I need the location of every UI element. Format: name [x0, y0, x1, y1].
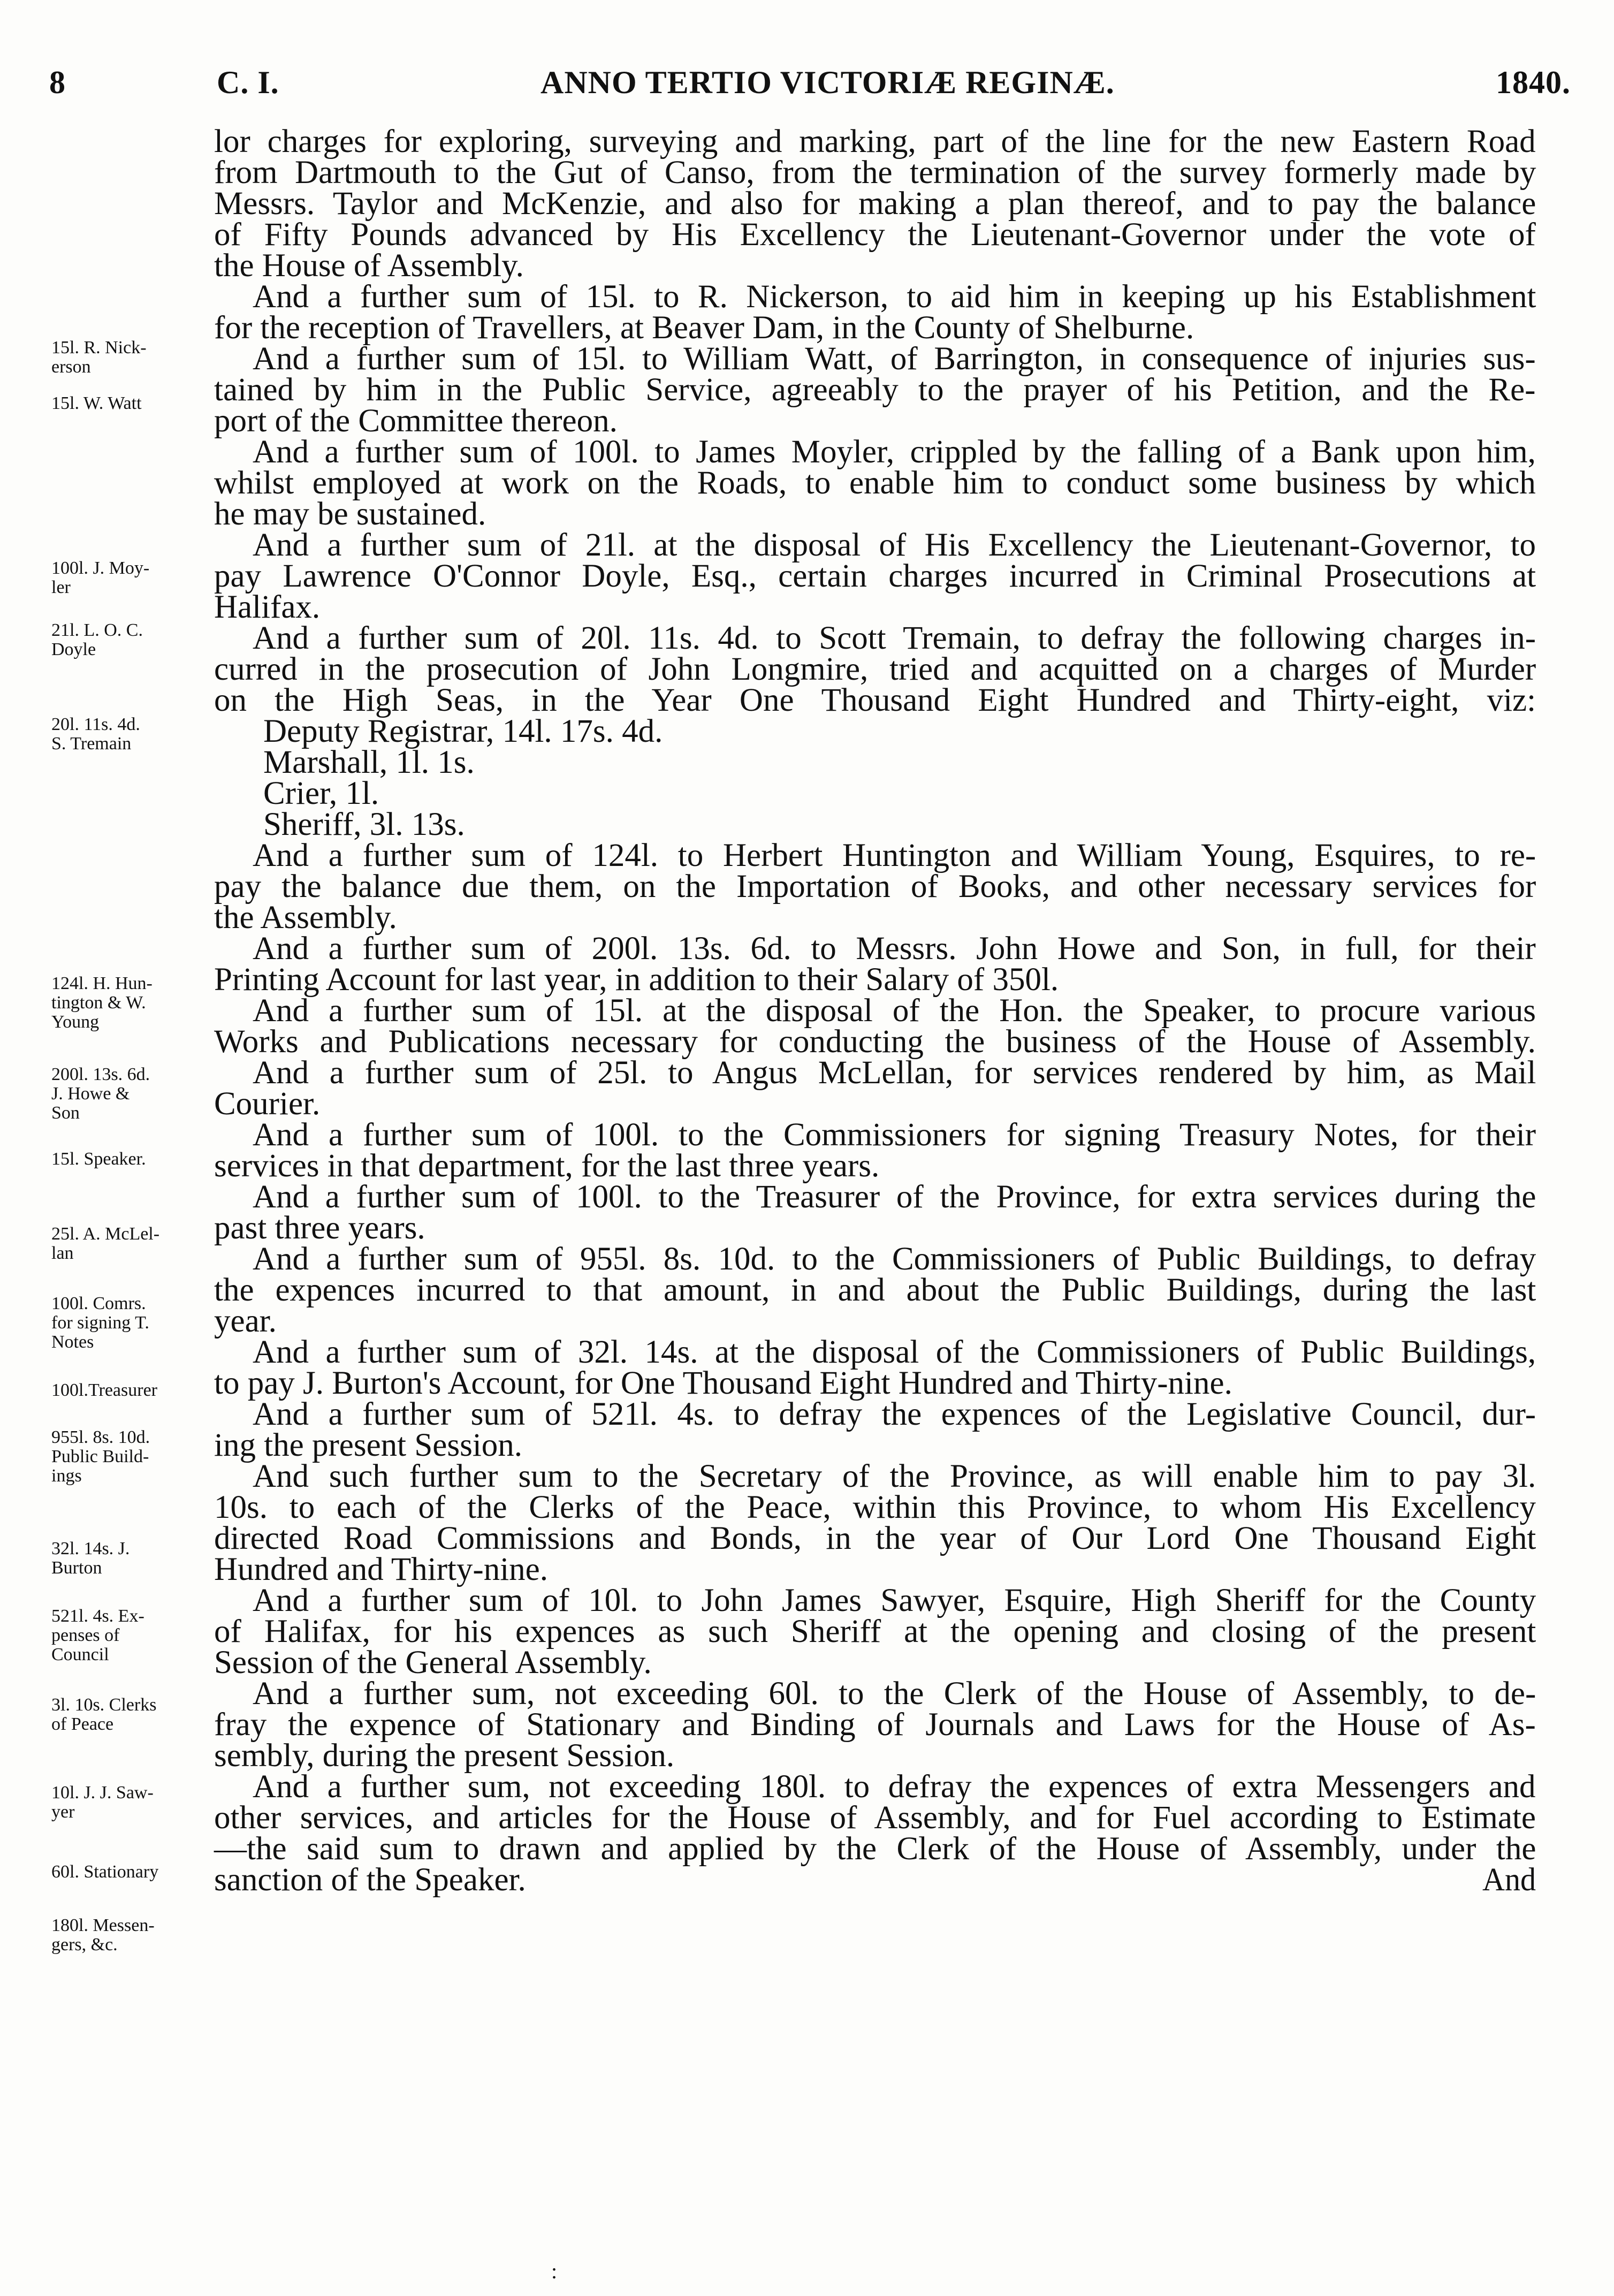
margin-note: Son — [51, 1103, 80, 1123]
text-line-content: Crier, 1l. — [263, 776, 379, 811]
text-line-content: past three years. — [214, 1210, 425, 1246]
text-line-content: year. — [214, 1303, 277, 1339]
text-line-content: Messrs. Taylor and McKenzie, and also for making a plan thereof, and to pay the balance — [214, 186, 1536, 222]
text-line-content: And a further sum of 25l. to Angus McLellan, for services rendered by him, as Mail — [253, 1055, 1536, 1091]
margin-note: 20l. 11s. 4d. — [51, 714, 140, 734]
margin-note: 200l. 13s. 6d. — [51, 1065, 150, 1084]
text-line-content: lor charges for exploring, surveying and marking, part of the line for the new Eastern Road — [214, 124, 1536, 159]
text-line-content: 10s. to each of the Clerks of the Peace, within this Province, to whom His Excellency — [214, 1489, 1536, 1525]
text-line-content: pay the balance due them, on the Importation of Books, and other necessary services for — [214, 869, 1536, 904]
text-line-content: And a further sum of 200l. 13s. 6d. to Messrs. John Howe and Son, in full, for their — [253, 931, 1536, 967]
margin-note: J. Howe & — [51, 1084, 130, 1104]
margin-note: 25l. A. McLel- — [51, 1224, 160, 1244]
text-line-content: And a further sum, not exceeding 60l. to the Clerk of the House of Assembly, to de- — [253, 1676, 1536, 1712]
text-line-content: ing the present Session. — [214, 1427, 523, 1463]
text-line-content: And a further sum of 15l. to William Watt, of Barrington, in consequence of injuries sus- — [253, 341, 1536, 377]
text-line-content: Marshall, 1l. 1s. — [263, 744, 475, 780]
margin-note: 60l. Stationary — [51, 1862, 159, 1882]
margin-note: yer — [51, 1802, 75, 1822]
text-line-content: of Fifty Pounds advanced by His Excellency the Lieutenant-Governor under the vote of — [214, 217, 1536, 253]
text-line-content: Session of the General Assembly. — [214, 1645, 652, 1681]
margin-note: Young — [51, 1012, 100, 1032]
margin-note: Council — [51, 1645, 109, 1664]
margin-note: gers, &c. — [51, 1935, 118, 1955]
margin-note: 180l. Messen- — [51, 1915, 155, 1935]
margin-note: 32l. 14s. J. — [51, 1539, 130, 1558]
chapter-label: C. I. — [217, 65, 279, 100]
page-number: 8 — [49, 65, 66, 100]
margin-note: for signing T. — [51, 1313, 149, 1333]
margin-note: 10l. J. J. Saw- — [51, 1783, 154, 1803]
margin-note: Burton — [51, 1558, 102, 1578]
text-line-content: Deputy Registrar, 14l. 17s. 4d. — [263, 713, 663, 749]
margin-note: erson — [51, 357, 91, 377]
text-line-content: Halifax. — [214, 589, 321, 625]
text-line-content: Printing Account for last year, in addition to their Salary of 350l. — [214, 962, 1059, 998]
text-line-content: port of the Committee thereon. — [214, 403, 618, 439]
margin-note: ler — [51, 577, 71, 597]
margin-note: ings — [51, 1466, 82, 1486]
margin-note: tington & W. — [51, 993, 146, 1013]
text-line-content: services in that department, for the last three years. — [214, 1148, 880, 1184]
text-line-content: And a further sum of 100l. to the Commissioners for signing Treasury Notes, for their — [253, 1117, 1536, 1153]
margin-note: Doyle — [51, 640, 96, 659]
text-line-content: And a further sum of 100l. to the Treasurer of the Province, for extra services during the — [253, 1179, 1536, 1215]
footer-mark: : — [551, 2259, 558, 2283]
text-line-content: whilst employed at work on the Roads, to enable him to conduct some business by which — [214, 465, 1536, 501]
text-line-content: on the High Seas, in the Year One Thousand Eight Hundred and Thirty-eight, viz: — [214, 682, 1536, 718]
margin-note: of Peace — [51, 1714, 114, 1734]
text-line-content: And a further sum of 955l. 8s. 10d. to the Commissioners of Public Buildings, to defray — [253, 1241, 1536, 1277]
text-line-content: Hundred and Thirty-nine. — [214, 1552, 548, 1587]
margin-note: Public Build- — [51, 1447, 149, 1466]
text-line-content: curred in the prosecution of John Longmire, tried and acquitted on a charges of Murder — [214, 651, 1536, 687]
text-line-content: to pay J. Burton's Account, for One Thousand Eight Hundred and Thirty-nine. — [214, 1365, 1232, 1401]
running-title: ANNO TERTIO VICTORIÆ REGINÆ. — [540, 65, 1115, 100]
text-line-content: And a further sum of 521l. 4s. to defray the expences of the Legislative Council, dur- — [253, 1396, 1536, 1432]
text-line-content: directed Road Commissions and Bonds, in the year of Our Lord One Thousand Eight — [214, 1520, 1536, 1556]
text-line-content: the Assembly. — [214, 900, 397, 936]
margin-note: 21l. L. O. C. — [51, 620, 143, 640]
margin-note: S. Tremain — [51, 734, 132, 754]
text-line-content: he may be sustained. — [214, 496, 486, 532]
margin-note: 100l. Comrs. — [51, 1294, 146, 1313]
margin-note: 3l. 10s. Clerks — [51, 1695, 157, 1715]
text-line-content: And a further sum of 10l. to John James Sawyer, Esquire, High Sheriff for the County — [253, 1583, 1536, 1618]
text-line-content: the House of Assembly. — [214, 248, 524, 284]
margin-note: 100l.Treasurer — [51, 1380, 157, 1400]
margin-note: 955l. 8s. 10d. — [51, 1427, 150, 1447]
text-line-content: —the said sum to drawn and applied by the Clerk of the House of Assembly, under the — [214, 1831, 1536, 1867]
text-line-content: Sheriff, 3l. 13s. — [263, 807, 465, 842]
text-line-content: And a further sum of 100l. to James Moyler, crippled by the falling of a Bank upon him, — [253, 434, 1536, 470]
text-line-content: And a further sum, not exceeding 180l. to defray the expences of extra Messengers and — [253, 1769, 1536, 1805]
text-line-content: the expences incurred to that amount, in and about the Public Buildings, during the last — [214, 1272, 1536, 1308]
margin-note: 15l. W. Watt — [51, 393, 142, 413]
text-line-content: sembly, during the present Session. — [214, 1738, 675, 1774]
text-line-content: And such further sum to the Secretary of the Province, as will enable him to pay 3l. — [253, 1458, 1536, 1494]
margin-note: lan — [51, 1243, 74, 1263]
text-line-content: tained by him in the Public Service, agreeably to the prayer of his Petition, and the Re- — [214, 372, 1536, 408]
margin-note: 100l. J. Moy- — [51, 558, 150, 578]
margin-note: 15l. R. Nick- — [51, 338, 147, 358]
margin-note: 15l. Speaker. — [51, 1149, 146, 1169]
margin-note: 521l. 4s. Ex- — [51, 1606, 144, 1626]
text-line-content: sanction of the Speaker. — [214, 1862, 526, 1898]
catchword: And — [1482, 1862, 1536, 1898]
margin-note: penses of — [51, 1625, 120, 1645]
text-line-content: And a further sum of 15l. to R. Nickerson, to aid him in keeping up his Establishment — [253, 279, 1536, 315]
text-line-content: fray the expence of Stationary and Binding of Journals and Laws for the House of As- — [214, 1707, 1536, 1743]
text-line-content: And a further sum of 21l. at the disposal of His Excellency the Lieutenant-Governor, to — [253, 527, 1536, 563]
text-line-content: And a further sum of 15l. at the disposal of the Hon. the Speaker, to procure various — [253, 993, 1536, 1029]
text-line-content: And a further sum of 32l. 14s. at the disposal of the Commissioners of Public Buildings, — [253, 1334, 1536, 1370]
text-line-content: And a further sum of 124l. to Herbert Huntington and William Young, Esquires, to re- — [253, 838, 1536, 873]
text-line-content: other services, and articles for the House of Assembly, and for Fuel according to Estimate — [214, 1800, 1536, 1836]
margin-note: Notes — [51, 1332, 94, 1352]
margin-note: 124l. H. Hun- — [51, 974, 153, 993]
text-line-content: And a further sum of 20l. 11s. 4d. to Scott Tremain, to defray the following charges in- — [253, 620, 1536, 656]
text-line-content: Works and Publications necessary for conducting the business of the House of Assembly. — [214, 1024, 1536, 1060]
year-label: 1840. — [1496, 65, 1571, 100]
text-line-content: for the reception of Travellers, at Beaver Dam, in the County of Shelburne. — [214, 310, 1194, 346]
catchword-row — [0, 1861, 1614, 1899]
text-line-content: from Dartmouth to the Gut of Canso, from the termination of the survey formerly made by — [214, 155, 1536, 191]
text-line-content: pay Lawrence O'Connor Doyle, Esq., certain charges incurred in Criminal Prosecutions at — [214, 558, 1536, 594]
text-line-content: of Halifax, for his expences as such Sheriff at the opening and closing of the present — [214, 1614, 1536, 1649]
text-line-content: Courier. — [214, 1086, 321, 1122]
